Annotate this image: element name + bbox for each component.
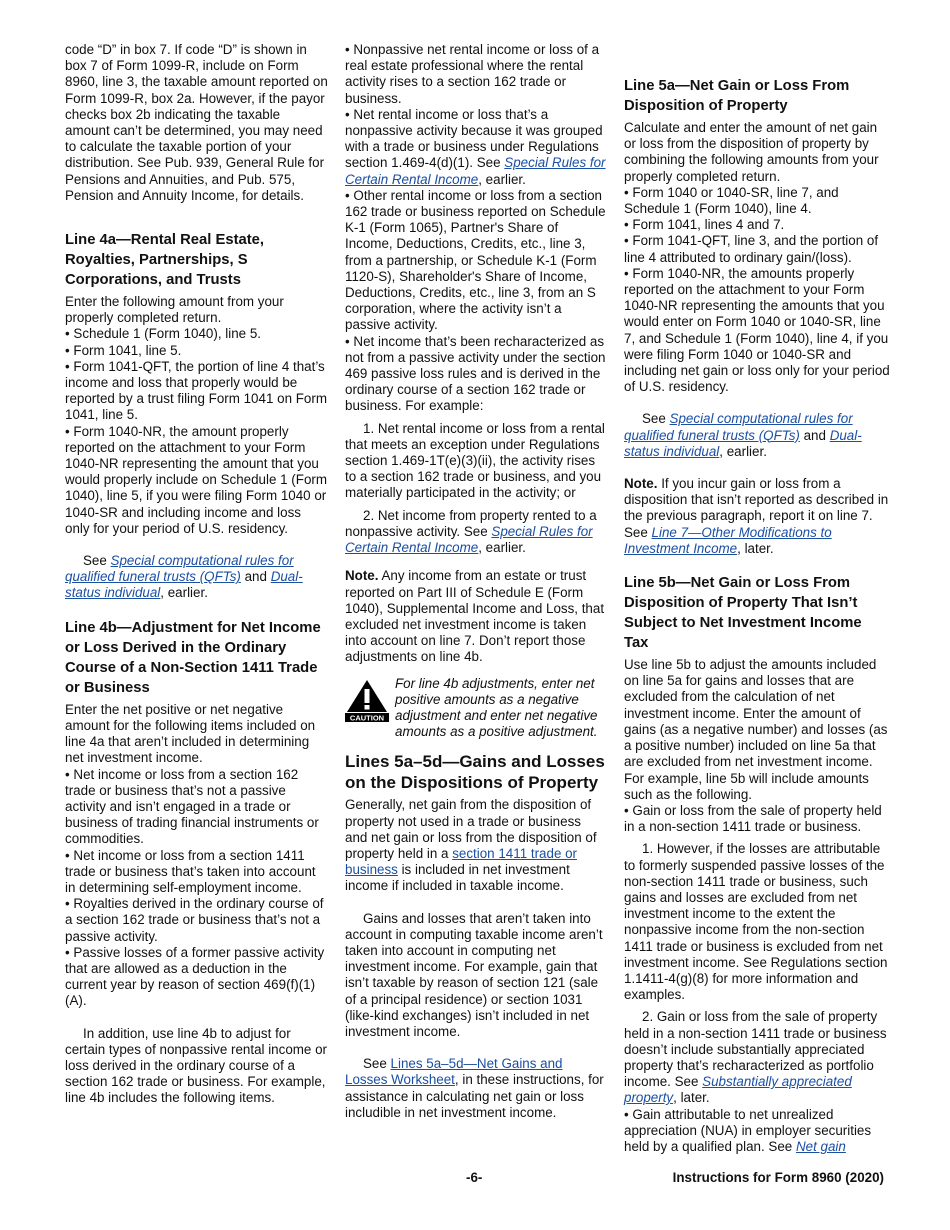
heading-line-5a: Line 5a—Net Gain or Loss From Disposition of Property [624, 78, 850, 114]
numbered-item: 2. Gain or loss from the sale of property held in a non-section 1411 trade or business doesn’t include substantially appreciated property that’s recharacterized as portfolio income. See Substantially appreciated property, later. [624, 1009, 887, 1106]
see-also-paragraph: See Special computational rules for qualified funeral trusts (QFTs) and Dual-status individual, earlier. [65, 553, 303, 601]
note-paragraph: Note. If you incur gain or loss from a disposition that isn’t reported as described in the previous paragraph, report it on line 7. See Line 7—Other Modifications to Investment Income, later. [624, 476, 889, 556]
heading-lines-5a-5d: Lines 5a–5d—Gains and Losses on the Dispositions of Property [345, 752, 605, 792]
heading-line-4a: Line 4a—Rental Real Estate, Royalties, Partnerships, S Corporations, and Trusts [65, 232, 265, 289]
link-special-rental-rules[interactable]: Special Rules for Certain Rental Income [345, 155, 606, 187]
caution-callout [345, 676, 607, 741]
link-line-7[interactable]: Line 7—Other Modifications to Investment Income [624, 524, 832, 556]
note-paragraph: Note. Any income from an estate or trust reported on Part III of Schedule E (Form 1040), Supplemental Income and Loss, that excluded net investment income is taken into account on line 7. Don’t report those adjustments on line 4b. [345, 568, 605, 665]
footer-title: Instructions for Form 8960 (2020) [672, 1170, 884, 1185]
link-worksheet[interactable]: Lines 5a–5d—Net Gains and Losses Worksheet [345, 1056, 563, 1088]
list-item: • Schedule 1 (Form 1040), line 5. [65, 326, 328, 342]
page-number: -6- [466, 1170, 483, 1185]
heading-line-5b: Line 5b—Net Gain or Loss From Disposition of Property That Isn’t Subject to Net Investment Income Tax [624, 575, 862, 652]
list-item: • Net income or loss from a section 162 trade or business that’s not a passive activity and isn’t engaged in a trade or business of trading financial instruments or commodities. [65, 767, 328, 848]
paragraph: Enter the net positive or net negative amount for the following items included on line 4a that aren’t included in determining net investment income. [65, 701, 316, 766]
link-substantially-appreciated[interactable]: Substantially appreciated property [624, 1074, 852, 1106]
column-2 [345, 42, 607, 1121]
list-item: • Form 1041-QFT, line 3, and the portion of line 4 attributed to ordinary gain/(loss). [624, 233, 890, 265]
column-1 [65, 42, 328, 1107]
list-item: • Form 1041-QFT, the portion of line 4 that’s income and loss that properly would be reported by a trust filing Form 1041 on Form 1041, line 5. [65, 359, 328, 424]
list-item: • Gain or loss from the sale of property held in a non-section 1411 trade or business. [624, 803, 890, 835]
link-qft-rules[interactable]: Special computational rules for qualified funeral trusts (QFTs) [624, 411, 853, 443]
link-qft-rules[interactable]: Special computational rules for qualified funeral trusts (QFTs) [65, 553, 294, 585]
column-3 [624, 76, 890, 1155]
list-item: • Passive losses of a former passive activity that are allowed as a deduction in the current year by reason of section 469(f)(1)(A). [65, 945, 328, 1010]
caution-label: CAUTION [349, 713, 385, 722]
paragraph: Generally, net gain from the disposition of property not used in a trade or business and net gain or loss from the disposition of property held in a section 1411 trade or business is included in net investment income if included in taxable income. [345, 797, 597, 894]
list-item: • Royalties derived in the ordinary course of a section 162 trade or business that’s not a passive activity. [65, 896, 328, 945]
list-item: • Net rental income or loss that’s a nonpassive activity because it was grouped with a trade or business under Regulations section 1.469-4(d)(1). See Special Rules for Certain Rental Income, earlier. [345, 107, 607, 188]
paragraph: In addition, use line 4b to adjust for certain types of nonpassive rental income or loss derived in the ordinary course of a section 162 trade or business. For example, line 4b includes the following items. [65, 1025, 328, 1106]
list-item: • Form 1041, lines 4 and 7. [624, 217, 890, 233]
list-item: • Gain attributable to net unrealized appreciation (NUA) in employer securities held by a qualified plan. See Net gain [624, 1107, 890, 1156]
link-section-1411[interactable]: section 1411 trade or business [345, 845, 578, 878]
list-item: • Form 1040-NR, the amounts properly reported on the attachment to your Form 1040-NR representing the amounts that you would enter on Form 1040 or 1040-SR, line 7, and Schedule 1 (Form 1040), line 4, if you were filing Form 1040 or 1040-SR and including net gain or loss only for your period of U.S. residency. [624, 266, 890, 396]
link-dual-status[interactable]: Dual-status individual [65, 569, 303, 601]
link-dual-status[interactable]: Dual-status individual [624, 427, 862, 459]
list-item: • Form 1040 or 1040-SR, line 7, and Schedule 1 (Form 1040), line 4. [624, 185, 890, 217]
paragraph: Gains and losses that aren’t taken into account in computing taxable income aren’t taken into account in computing net investment income. For example, gain that isn’t taxable by reason of section 121 (sale of a principal residence) or section 1031 (like-kind exchanges) isn’t included in net investment income. [345, 910, 603, 1039]
link-net-gain[interactable]: Net gain [795, 1138, 846, 1154]
paragraph: Use line 5b to adjust the amounts included on line 5a for gains and losses that are excluded from the calculation of net investment income. Enter the amount of gains (as a negative number) and losses (as a positive number) included on line 5a that are excluded from net investment income. For example, line 5b will include amounts such as the following. [624, 657, 888, 802]
link-special-rental-rules[interactable]: Special Rules for Certain Rental Income [345, 523, 593, 556]
paragraph: code “D” in box 7. If code “D” is shown in box 7 of Form 1099-R, include on Form 8960, line 3, the taxable amount reported on Form 1099-R, box 2a. However, if the payor checks box 2b indicating the taxable amount can’t be determined, you may need to calculate the taxable portion of your distribution. See Pub. 939, General Rule for Pensions and Annuities, and Pub. 575, Pension and Annuity Income, for details. [65, 42, 328, 203]
list-item: • Net income or loss from a section 1411 trade or business that’s taken into account in determining self-employment income. [65, 848, 328, 897]
paragraph: Enter the following amount from your properly completed return. [65, 294, 284, 326]
see-also-paragraph: See Special computational rules for qualified funeral trusts (QFTs) and Dual-status individual, earlier. [624, 411, 862, 459]
heading-line-4b: Line 4b—Adjustment for Net Income or Loss Derived in the Ordinary Course of a Non-Section 1411 Trade or Business [65, 619, 321, 696]
numbered-item: 2. Net income from property rented to a nonpassive activity. See Special Rules for Certain Rental Income, earlier. [345, 507, 597, 556]
list-item: • Form 1041, line 5. [65, 343, 328, 359]
numbered-item: 1. However, if the losses are attributable to formerly suspended passive losses of the non-section 1411 trade or business, such gains and losses are excluded from net investment income to the extent the nonpassive income from the non-section 1411 trade or business is excluded from net investment income. See Regulations section 1.1411-4(g)(8) for more information and examples. [624, 841, 888, 1003]
list-item: • Nonpassive net rental income or loss of a real estate professional where the rental activity rises to a section 162 trade or business. [345, 42, 607, 107]
list-item: • Other rental income or loss from a section 162 trade or business reported on Schedule K-1 (Form 1065), Partner's Share of Income, Deductions, Credits, etc., line 3, from a partnership, or Schedule K-1 (Form 1120-S), Shareholder's Share of Income, Deductions, Credits, etc., line 3, from an S corporation, where the activity isn’t a passive activity. [345, 188, 607, 334]
list-item: • Form 1040-NR, the amount properly reported on the attachment to your Form 1040-NR representing the amount that you would properly include on Schedule 1 (Form 1040), line 5, if you were filing Form 1040 or 1040-SR and including income and loss only for your period of U.S. residency. [65, 424, 328, 537]
paragraph: Calculate and enter the amount of net gain or loss from the disposition of property by combining the following amounts from your properly completed return. [624, 120, 879, 184]
paragraph: See Lines 5a–5d—Net Gains and Losses Worksheet, in these instructions, for assistance in calculating net gain or loss includible in net investment income. [345, 1056, 604, 1120]
caution-icon [345, 678, 389, 722]
list-item: • Net income that’s been recharacterized as not from a passive activity under the section 469 passive loss rules and is derived in the ordinary course of a section 162 trade or business. For example: [345, 334, 607, 415]
caution-text: For line 4b adjustments, enter net positive amounts as a negative adjustment and enter net negative amounts as a positive adjustment. [395, 675, 598, 740]
numbered-item: 1. Net rental income or loss from a rental that meets an exception under Regulations section 1.469-1T(e)(3)(ii), the activity rises to a section 162 trade or business, and you materially participated in the activity; or [345, 420, 605, 501]
